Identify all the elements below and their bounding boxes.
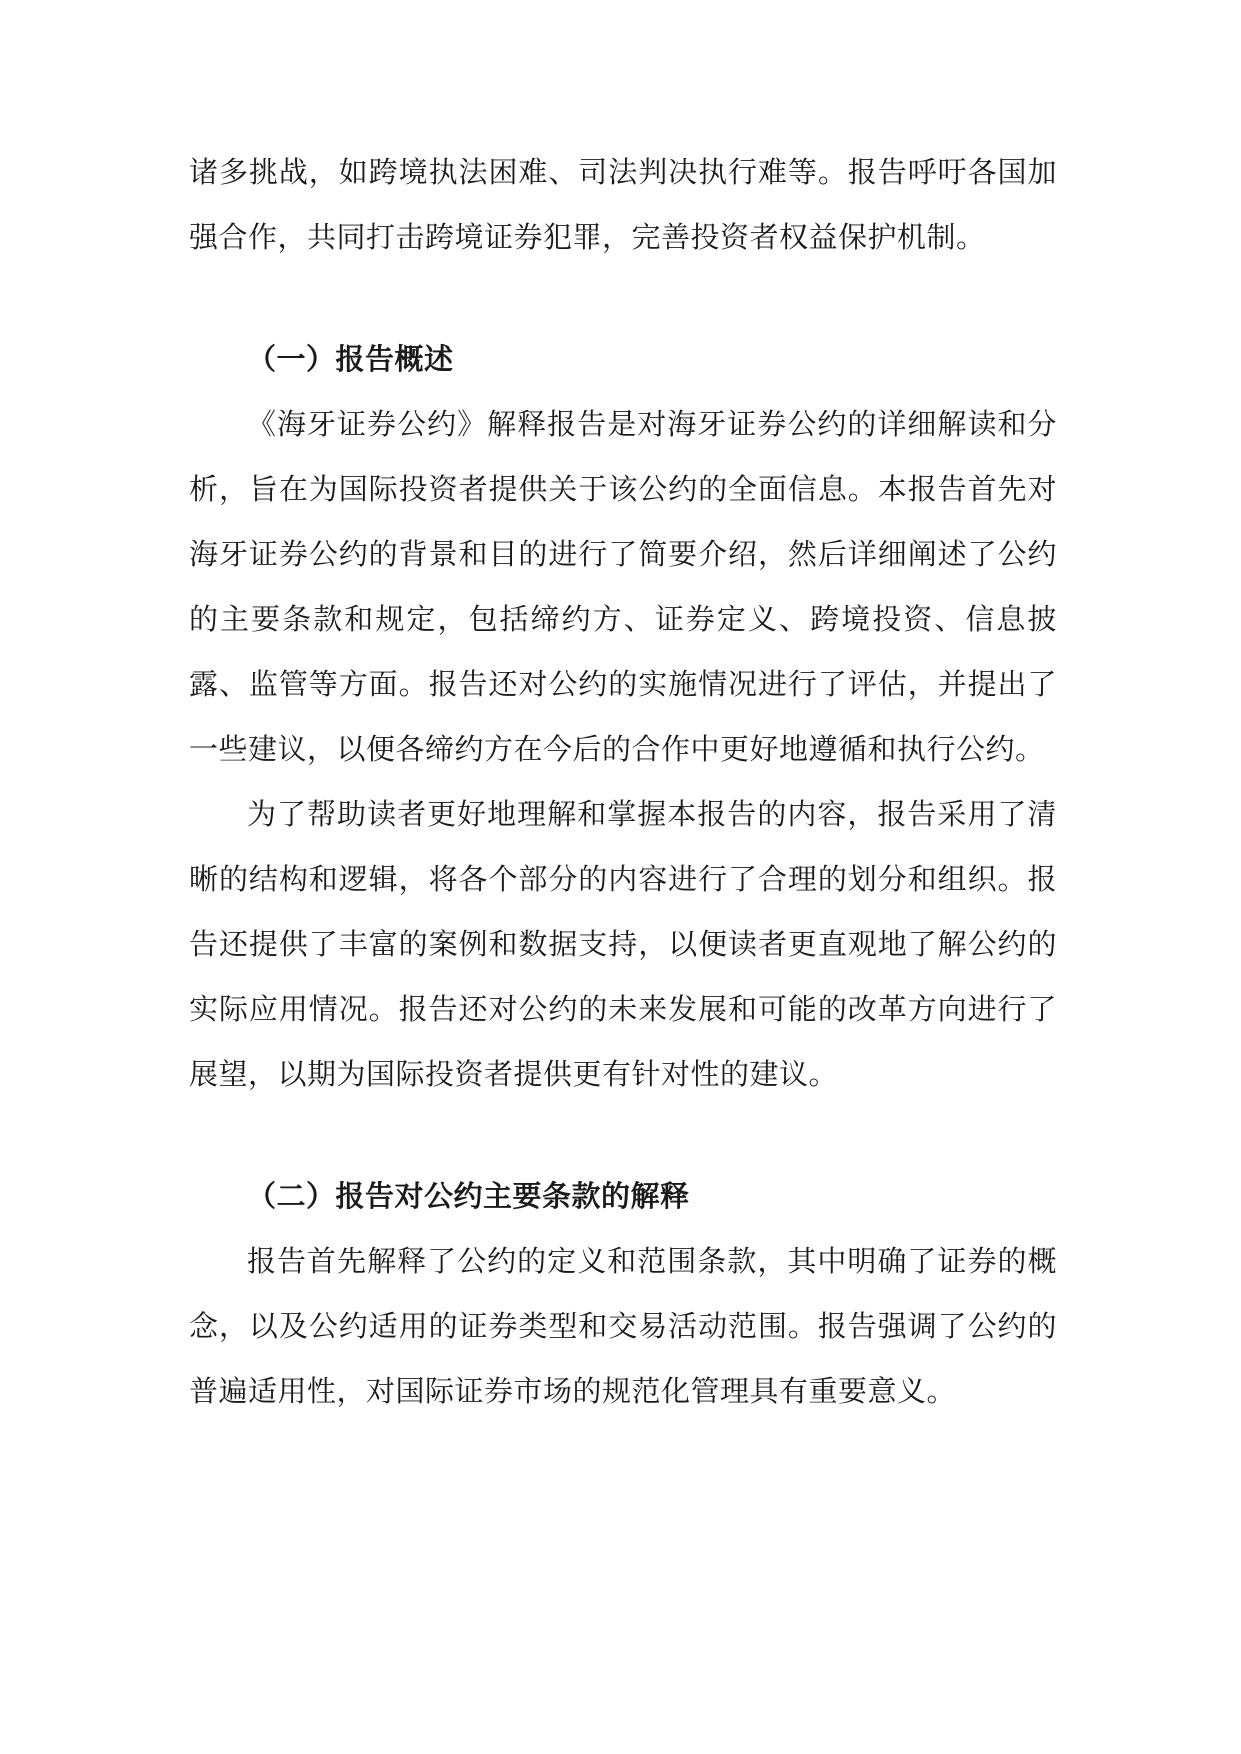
intro-paragraph: 诸多挑战，如跨境执法困难、司法判决执行难等。报告呼吁各国加强合作，共同打击跨境证券犯罪，完善投资者权益保护机制。 — [189, 155, 1057, 254]
section-2-paragraph-1: 报告首先解释了公约的定义和范围条款，其中明确了证券的概念，以及公约适用的证券类型和交易活动范围。报告强调了公约的普遍适用性，对国际证券市场的规范化管理具有重要意义。 — [189, 1244, 1057, 1408]
section-1-heading: （一）报告概述 — [247, 342, 454, 376]
document-page — [189, 140, 1057, 1424]
section-2-heading: （二）报告对公约主要条款的解释 — [247, 1179, 690, 1213]
section-1-paragraph-1: 《海牙证券公约》解释报告是对海牙证券公约的详细解读和分析，旨在为国际投资者提供关于该公约的全面信息。本报告首先对海牙证券公约的背景和目的进行了简要介绍，然后详细阐述了公约的主要条款和规定，包括缔约方、证券定义、跨境投资、信息披露、监管等方面。报告还对公约的实施情况进行了评估，并提出了一些建议，以便各缔约方在今后的合作中更好地遵循和执行公约。 — [189, 407, 1057, 766]
section-1-paragraph-2: 为了帮助读者更好地理解和掌握本报告的内容，报告采用了清晰的结构和逻辑，将各个部分的内容进行了合理的划分和组织。报告还提供了丰富的案例和数据支持，以便读者更直观地了解公约的实际应用情况。报告还对公约的未来发展和可能的改革方向进行了展望，以期为国际投资者提供更有针对性的建议。 — [189, 797, 1057, 1091]
